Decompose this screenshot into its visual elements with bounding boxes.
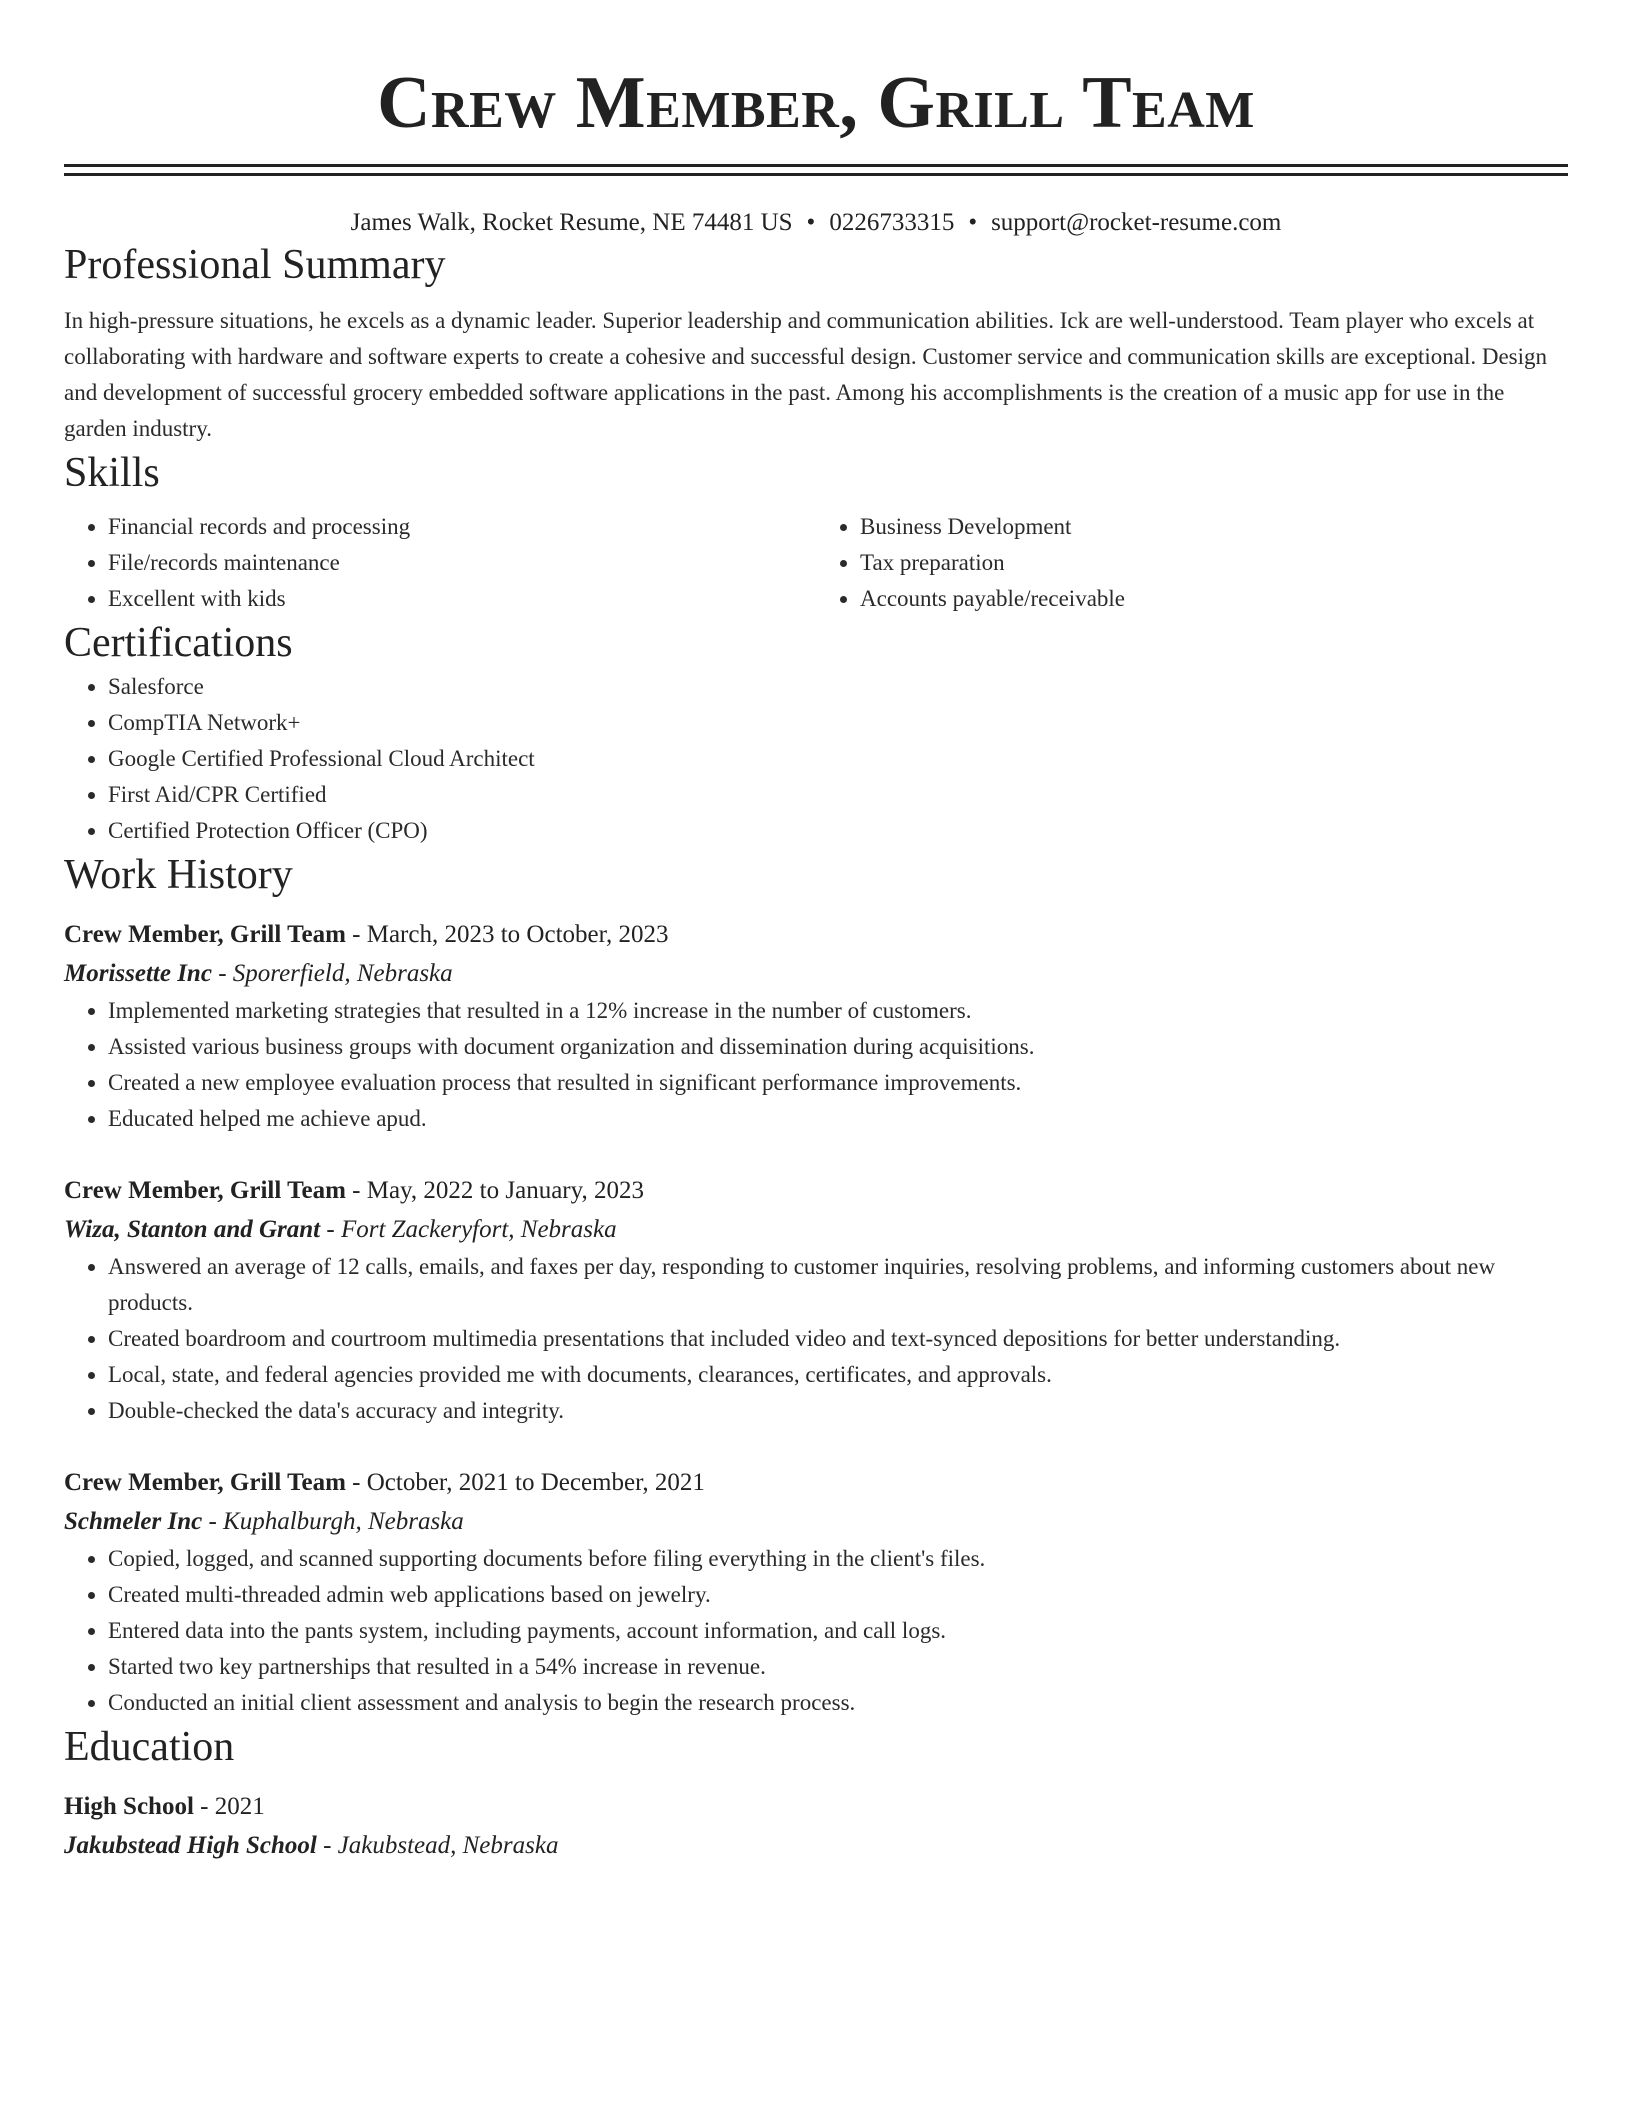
job-bullets — [64, 993, 1568, 1137]
job-dates: - October, 2021 to December, 2021 — [345, 1469, 705, 1496]
contact-separator: • — [806, 209, 816, 236]
job-title: Crew Member, Grill Team — [64, 1469, 346, 1496]
education-header — [64, 1787, 1568, 1827]
contact-phone: 0226733315 — [829, 209, 955, 236]
contact-address: James Walk, Rocket Resume, NE 74481 US — [350, 209, 793, 236]
contact-email: support@rocket-resume.com — [991, 209, 1282, 236]
job-company: Schmeler Inc — [64, 1508, 203, 1535]
job-bullet: • Implemented marketing strategies that resulted in a 12% increase in the number of customers. — [108, 993, 1568, 1029]
job-bullet: • Created multi-threaded admin web applications based on jewelry. — [108, 1577, 1568, 1613]
job-dates: - March, 2023 to October, 2023 — [345, 921, 669, 948]
skill-item: • Business Development — [860, 509, 1568, 545]
job-header — [64, 1463, 1568, 1503]
job-bullet: • Started two key partnerships that resulted in a 54% increase in revenue. — [108, 1649, 1568, 1685]
job-dates: - May, 2022 to January, 2023 — [345, 1177, 645, 1204]
skills-list-left — [64, 509, 816, 617]
education-location: - Jakubstead, Nebraska — [316, 1832, 559, 1859]
certifications-list — [64, 669, 1568, 849]
job-bullets — [64, 1249, 1568, 1429]
certifications-heading: Certifications — [64, 620, 293, 666]
certification-item: • CompTIA Network+ — [108, 705, 1568, 741]
education-school-line — [64, 1827, 1568, 1865]
certification-item: • Certified Protection Officer (CPO) — [108, 813, 1568, 849]
skill-item: • Tax preparation — [860, 545, 1568, 581]
job-bullet: • Local, state, and federal agencies provided me with documents, clearances, certificates, and approvals. — [108, 1357, 1568, 1393]
job-company: Wiza, Stanton and Grant — [64, 1216, 321, 1243]
certification-item: • Google Certified Professional Cloud Architect — [108, 741, 1568, 777]
job-bullet: • Double-checked the data's accuracy and integrity. — [108, 1393, 1568, 1429]
job-entry — [64, 1171, 1568, 1429]
job-bullet: • Entered data into the pants system, including payments, account information, and call logs. — [108, 1613, 1568, 1649]
skills-list-right — [816, 509, 1568, 617]
job-bullet: • Created boardroom and courtroom multimedia presentations that included video and text-synced depositions for better understanding. — [108, 1321, 1568, 1357]
education-school: Jakubstead High School — [64, 1832, 317, 1859]
skill-item: • Excellent with kids — [108, 581, 816, 617]
job-company-line — [64, 1211, 1568, 1249]
resume-title: Crew Member, Grill Team — [377, 62, 1255, 144]
job-entry — [64, 915, 1568, 1137]
title-divider-bottom — [64, 173, 1568, 176]
title-divider-top — [64, 164, 1568, 167]
skills-heading: Skills — [64, 450, 160, 496]
skill-item: • File/records maintenance — [108, 545, 816, 581]
job-bullet: • Copied, logged, and scanned supporting documents before filing everything in the client's files. — [108, 1541, 1568, 1577]
skill-item: • Financial records and processing — [108, 509, 816, 545]
certification-item: • Salesforce — [108, 669, 1568, 705]
job-bullet: • Answered an average of 12 calls, emails, and faxes per day, responding to customer inquiries, resolving problems, and informing customers about new products. — [108, 1249, 1568, 1321]
job-bullet: • Assisted various business groups with document organization and dissemination during acquisitions. — [108, 1029, 1568, 1065]
contact-line — [64, 207, 1568, 239]
job-bullet: • Educated helped me achieve apud. — [108, 1101, 1568, 1137]
summary-text: In high-pressure situations, he excels as a dynamic leader. Superior leadership and communication abilities. Ick are well-understood. Team player who excels at collaborating with hardware and software experts to create a cohesive and successful design. Customer service and communication skills are exceptional. Design and development of successful grocery embedded software applications in the past. Among his accomplishments is the creation of a music app for use in the garden industry. — [64, 308, 1547, 441]
job-location: - Kuphalburgh, Nebraska — [202, 1508, 464, 1535]
job-bullet: • Conducted an initial client assessment and analysis to begin the research process. — [108, 1685, 1568, 1721]
education-year: - 2021 — [193, 1793, 265, 1820]
certification-item: • First Aid/CPR Certified — [108, 777, 1568, 813]
education-degree: High School — [64, 1793, 194, 1820]
job-header — [64, 1171, 1568, 1211]
work-history-heading: Work History — [64, 852, 293, 898]
job-company-line — [64, 1503, 1568, 1541]
job-company-line — [64, 955, 1568, 993]
job-title: Crew Member, Grill Team — [64, 1177, 346, 1204]
job-title: Crew Member, Grill Team — [64, 921, 346, 948]
job-header — [64, 915, 1568, 955]
job-bullets — [64, 1541, 1568, 1721]
job-location: - Fort Zackeryfort, Nebraska — [320, 1216, 617, 1243]
job-location: - Sporerfield, Nebraska — [211, 960, 453, 987]
job-entry — [64, 1463, 1568, 1721]
skills-columns — [64, 509, 1568, 617]
job-bullet: • Created a new employee evaluation process that resulted in significant performance improvements. — [108, 1065, 1568, 1101]
summary-heading: Professional Summary — [64, 242, 446, 288]
skill-item: • Accounts payable/receivable — [860, 581, 1568, 617]
job-company: Morissette Inc — [64, 960, 212, 987]
education-heading: Education — [64, 1724, 235, 1770]
contact-separator: • — [968, 209, 978, 236]
